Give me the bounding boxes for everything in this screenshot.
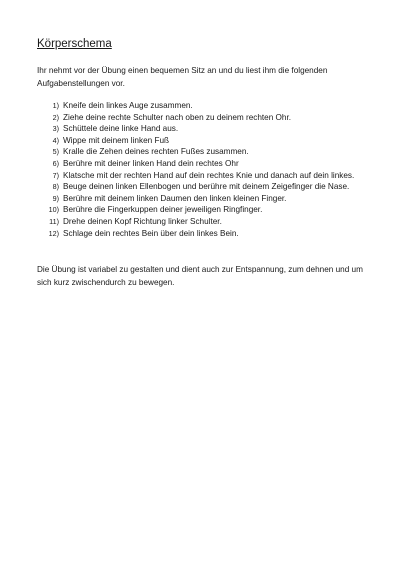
task-number: 5): [52, 147, 59, 157]
task-number: 2): [52, 112, 59, 122]
task-text: Ziehe deine rechte Schulter nach oben zu deinem rechten Ohr.: [63, 112, 292, 122]
task-item: [37, 228, 367, 240]
task-number: 10): [48, 205, 59, 215]
outro-paragraph: Die Übung ist variabel zu gestalten und dient auch zur Entspannung, zum dehnen und um sich kurz zwischendurch zu bewegen.: [37, 265, 363, 288]
task-item: [37, 181, 367, 193]
task-text: Berühre die Fingerkuppen deiner jeweiligen Ringfinger.: [63, 205, 263, 215]
task-item: [37, 193, 367, 205]
task-number: 1): [52, 101, 59, 110]
task-item: [37, 123, 367, 135]
task-text: Schüttele deine linke Hand aus.: [63, 124, 179, 134]
task-item: [37, 112, 367, 124]
task-text: Drehe deinen Kopf Richtung linker Schulter.: [63, 216, 222, 226]
task-text: Beuge deinen linken Ellenbogen und berühre mit deinem Zeigefinger die Nase.: [63, 182, 350, 192]
task-text: Kralle die Zehen deines rechten Fußes zusammen.: [63, 147, 249, 157]
task-number: 9): [52, 193, 59, 203]
task-number: 4): [52, 135, 59, 145]
task-item: [37, 170, 367, 182]
task-number: 8): [52, 182, 59, 192]
task-item: [37, 146, 367, 158]
document-title: Körperschema: [37, 38, 112, 50]
task-text: Kneife dein linkes Auge zusammen.: [63, 101, 193, 110]
task-text: Klatsche mit der rechten Hand auf dein rechtes Knie und danach auf dein linkes.: [63, 170, 355, 180]
task-item: [37, 204, 367, 216]
task-text: Schlage dein rechtes Bein über dein linkes Bein.: [63, 228, 239, 238]
intro-paragraph: Ihr nehmt vor der Übung einen bequemen Sitz an und du liest ihm die folgenden Aufgabenstellungen vor.: [37, 66, 328, 88]
task-number: 12): [48, 228, 59, 238]
task-item: [37, 216, 367, 228]
task-item: [37, 100, 367, 112]
task-number: 3): [52, 124, 59, 134]
task-text: Wippe mit deinem linken Fuß: [63, 135, 170, 145]
task-text: Berühre mit deinem linken Daumen den linken kleinen Finger.: [63, 193, 287, 203]
task-item: [37, 158, 367, 170]
document-page: [37, 38, 367, 297]
task-list: [37, 100, 367, 239]
task-text: Berühre mit deiner linken Hand dein rechtes Ohr: [63, 158, 239, 168]
task-number: 6): [52, 158, 59, 168]
task-number: 11): [49, 216, 59, 226]
task-item: [37, 135, 367, 147]
task-number: 7): [52, 170, 59, 180]
